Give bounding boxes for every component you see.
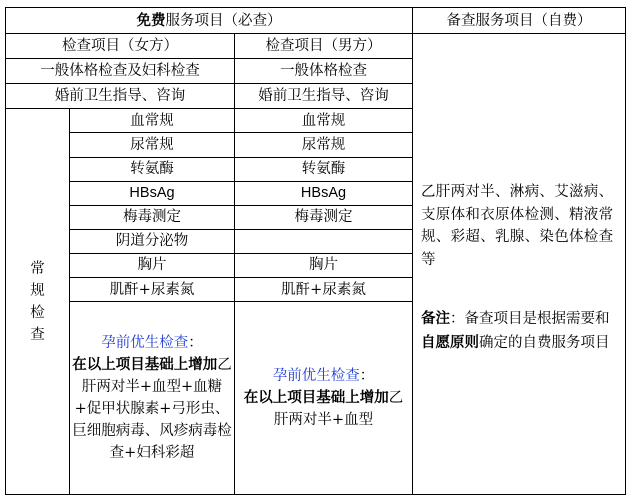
note-text-1: ：备查项目是根据需要和 [450,311,610,328]
prepregnancy-female-items: 乙肝两对半+血型+血糖+促甲状腺素+弓形虫、巨细胞病毒、风疹病毒检查+妇科彩超 [72,357,232,462]
chest-female: 胸片 [70,253,235,277]
renal-female: 肌酐+尿素氮 [70,278,235,302]
routine-label-char: 常 [30,260,45,277]
prepregnancy-female-colon: ： [188,335,203,352]
male-column-header: 检查项目（男方） [235,34,413,59]
prepregnancy-male-items: 乙肝两对半+血型 [273,390,404,429]
general-exam-female: 一般体格检查及妇科检查 [6,59,235,84]
free-label: 免费 [136,11,166,29]
optional-items-text: 乙肝两对半、淋病、艾滋病、支原体和衣原体检测、精液常规、彩超、乳腺、染色体检查等 [421,184,614,268]
note-bold: 自愿原则 [421,334,479,352]
urine-female: 尿常规 [70,133,235,157]
blood-female: 血常规 [70,109,235,133]
syphilis-female: 梅毒测定 [70,205,235,229]
free-services-header [6,8,413,34]
guidance-male: 婚前卫生指导、咨询 [235,84,413,109]
renal-male: 肌酐+尿素氮 [235,278,413,302]
prepregnancy-female [70,302,235,495]
column-header-row [6,34,626,59]
vaginal-female: 阴道分泌物 [70,229,235,253]
routine-label-char: 查 [30,326,45,343]
header-row [6,8,626,34]
prepregnancy-female-title: 孕前优生检查 [101,335,189,352]
note-text-2: 确定的自费服务项目 [479,335,610,352]
urine-male: 尿常规 [235,133,413,157]
routine-label-char: 规 [30,282,45,299]
hbsag-female: HBsAg [70,181,235,205]
guidance-female: 婚前卫生指导、咨询 [6,84,235,109]
blood-male: 血常规 [235,109,413,133]
chest-male: 胸片 [235,253,413,277]
alt-male: 转氨酶 [235,157,413,181]
optional-note [415,307,623,355]
prepregnancy-male-lead: 在以上项目基础上增加 [243,389,389,407]
alt-female: 转氨酶 [70,157,235,181]
prepregnancy-female-lead: 在以上项目基础上增加 [72,356,218,374]
routine-label-char: 检 [30,304,45,321]
prepregnancy-male [235,302,413,495]
service-items-table [5,7,626,495]
vaginal-male [235,229,413,253]
free-header-rest: 服务项目（必查） [165,12,282,29]
prepregnancy-male-title: 孕前优生检查 [272,368,360,385]
prepregnancy-male-colon: ： [359,368,375,385]
optional-services-header: 备查服务项目（自费） [413,8,626,34]
note-label: 备注 [421,310,450,328]
female-column-header: 检查项目（女方） [6,34,235,59]
routine-exam-label [6,109,70,495]
syphilis-male: 梅毒测定 [235,205,413,229]
hbsag-male: HBsAg [235,181,413,205]
general-exam-male: 一般体格检查 [235,59,413,84]
optional-services-cell [413,34,626,495]
